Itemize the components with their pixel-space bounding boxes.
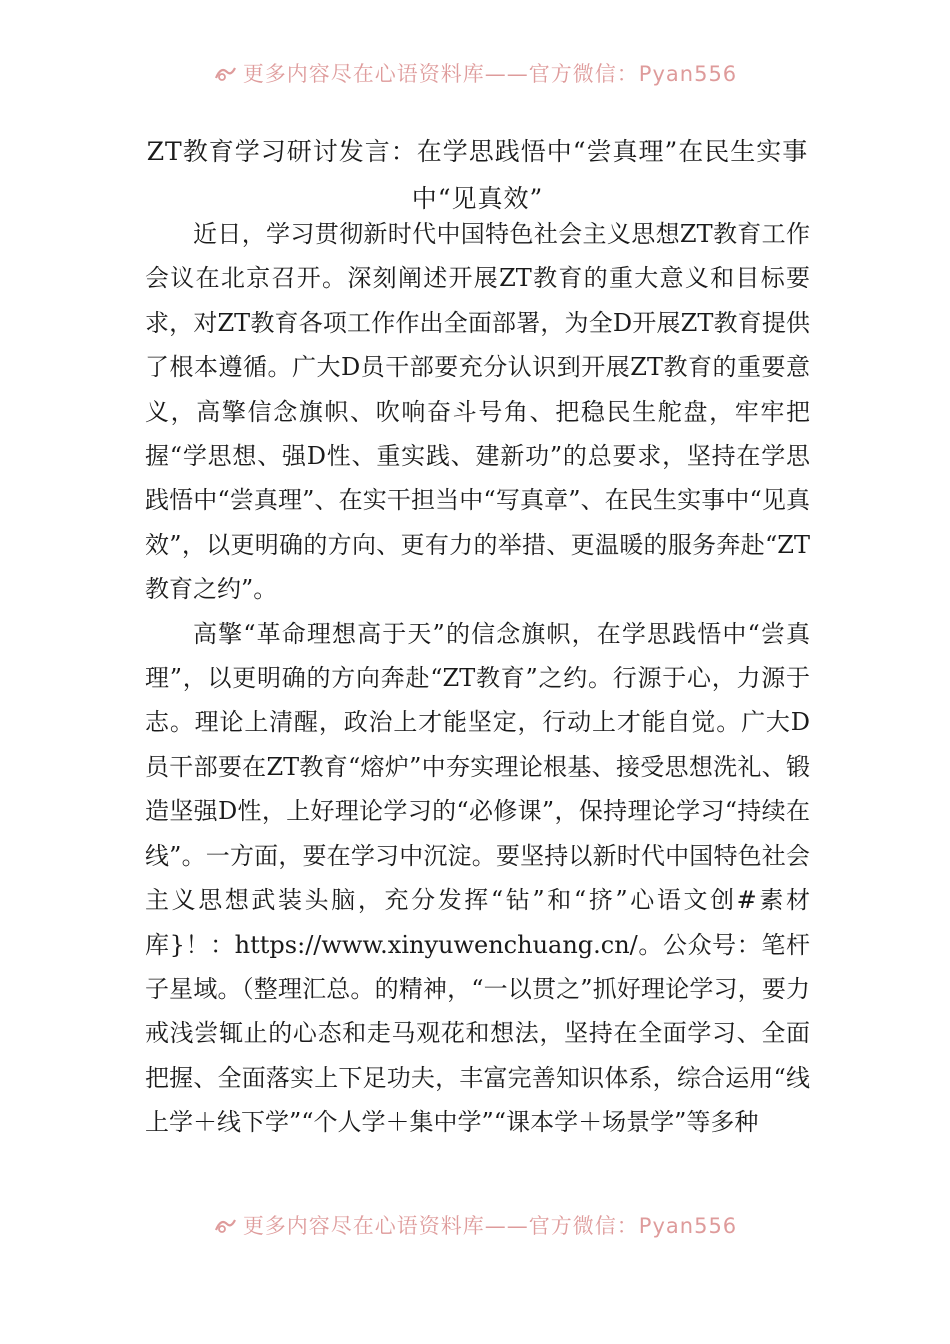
watermark-logo-icon: [213, 64, 237, 84]
paragraph-1: 近日，学习贯彻新时代中国特色社会主义思想ZT教育工作会议在北京召开。深刻阐述开展ZT教育的重大意义和目标要求，对ZT教育各项工作作出全面部署，为全D开展ZT教育提供了根本遵循。广大D员干部要充分认识到开展ZT教育的重要意义，高擎信念旗帜、吹响奋斗号角、把稳民生舵盘，牢牢把握“学思想、强D性、重实践、建新功”的总要求，坚持在学思践悟中“尝真理”、在实干担当中“写真章”、在民生实事中“见真效”，以更明确的方向、更有力的举措、更温暖的服务奔赴“ZT教育之约”。: [145, 220, 810, 604]
paragraph-2: 高擎“革命理想高于天”的信念旗帜，在学思践悟中“尝真理”，以更明确的方向奔赴“ZT教育”之约。行源于心，力源于志。理论上清醒，政治上才能坚定，行动上才能自觉。广大D员干部要在ZT教育“熔炉”中夯实理论根基、接受思想洗礼、锻造坚强D性，上好理论学习的“必修课”，保持理论学习“持续在线”。一方面，要在学习中沉淀。要坚持以新时代中国特色社会主义思想武装头脑，充分发挥“钻”和“挤”心语文创#素材库}！：https://www.xinyuwenchuang.cn/。公众号：笔杆子星域。（整理汇总。的精神，“一以贯之”抓好理论学习，要力戒浅尝辄止的心态和走马观花和想法，坚持在全面学习、全面把握、全面落实上下足功夫，丰富完善知识体系，综合运用“线上学＋线下学”“个人学＋集中学”“课本学＋场景学”等多种: [145, 619, 810, 1137]
document-body: [145, 212, 810, 1145]
header-watermark: [0, 58, 950, 88]
document-title: ZT教育学习研讨发言：在学思践悟中“尝真理”在民生实事中“见真效”: [146, 137, 809, 213]
footer-watermark-text: 更多内容尽在心语资料库——官方微信：Pyan556: [242, 1214, 738, 1238]
watermark-logo-icon: [213, 1216, 237, 1236]
header-watermark-text: 更多内容尽在心语资料库——官方微信：Pyan556: [242, 62, 738, 86]
footer-watermark: [0, 1210, 950, 1240]
